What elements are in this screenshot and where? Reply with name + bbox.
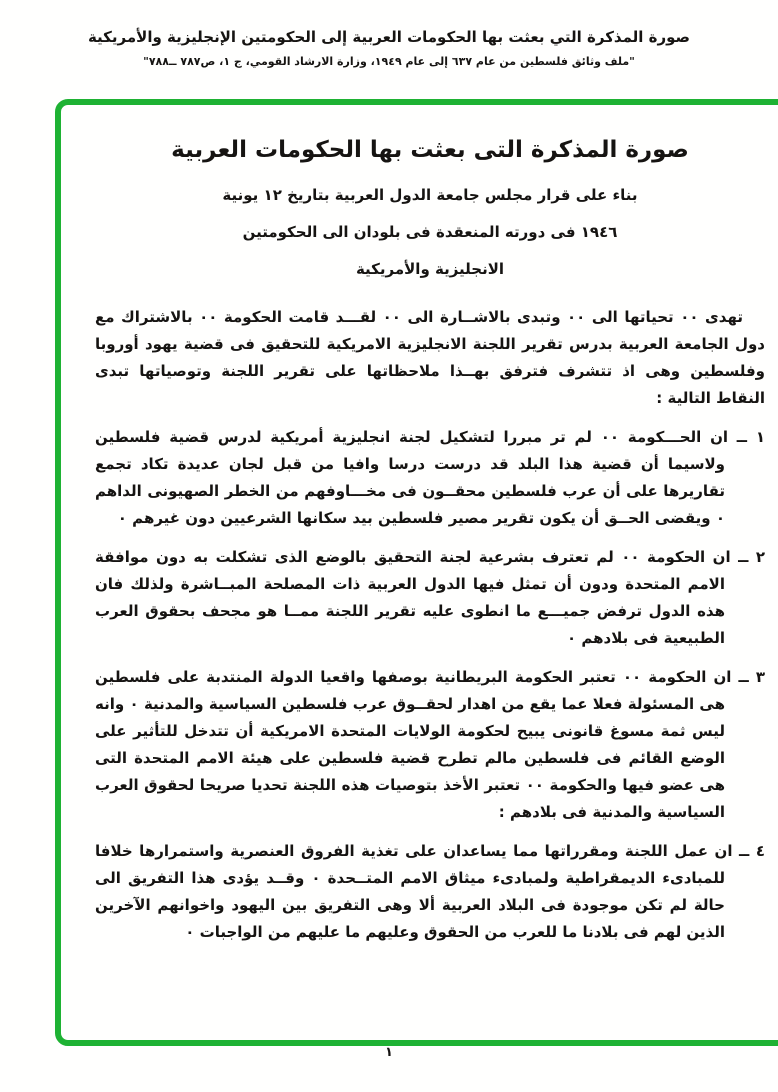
subtitle-line: بناء على قرار مجلس جامعة الدول العربية بتاريخ ١٢ يونية — [222, 186, 638, 204]
document-title: صورة المذكرة التى بعثت بها الحكومات العربية — [171, 137, 689, 163]
subtitle-line: الانجليزية والأمريكية — [355, 260, 505, 278]
point-text: ان الحكومة ٠٠ تعتبر الحكومة البريطانية بوصفها واقعيا الدولة المنتدبة على فلسطين هى المسئولة فعلا عما يقع من اهدار لحقــوق عرب فلسطين السياسية والمدنية ٠ وانه ليس ثمة مسوغ قانونى يبيح لحكومة الولايات المتحدة الامريكية أن تتدخل للتأثير على الوضع القائم فى فلسطين مالم تطرح قضية فلسطين على هيئة الامم المتحدة التى هى عضو فيها والحكومة ٠٠ تعتبر الأخذ بتوصيات هذه اللجنة تحديا صريحا لحقوق العرب السياسية والمدنية فى بلادهم : — [95, 668, 732, 821]
point-number: ٤ ــ — [739, 842, 765, 860]
point-text: ان الحـــكومة ٠٠ لم تر مبررا لتشكيل لجنة انجليزية أمريكية لدرس قضية فلسطين ولاسيما أن قضية هذا البلد قد درست درسا وافيا من قبل لجان عديدة تكاد تجمع تقاريرها على أن عرب فلسطين محقــون فى مخـــاوفهم من الخطر الصهيونى الداهم ٠ ويقضى الحــق أن يكون تقرير مصير فلسطين بيد سكانها الشرعيين دون غيرهم ٠ — [95, 428, 729, 527]
point-number: ٣ ــ — [738, 668, 765, 686]
point-item — [95, 838, 765, 946]
opening-paragraph: تهدى ٠٠ تحياتها الى ٠٠ وتبدى بالاشــارة الى ٠٠ لقـــد قامت الحكومة ٠٠ بالاشتراك مع دول الجامعة العربية بدرس تقرير اللجنة الانجليزية الامريكية للتحقيق فى قضية يهود أوروبا وفلسطين وهى اذ تتشرف فترفق بهــذا ملاحظاتها على تقرير اللجنة وتوصياتها تبدى النقاط التالية : — [95, 308, 765, 407]
green-document-frame — [55, 99, 778, 1046]
point-text: ان الحكومة ٠٠ لم تعترف بشرعية لجنة التحقيق بالوضع الذى تشكلت به دون موافقة الامم المتحدة ودون أن تمثل فيها الدول العربية ذات المصلحة المبــاشرة ولذلك فان هذه الدول ترفض جميـــع ما انطوى عليه تقرير اللجنة ممــا هو مجحف بحقوق العرب الطبيعية فى بلادهم ٠ — [95, 548, 731, 647]
document-subtitle — [95, 177, 765, 288]
header-caption: صورة المذكرة التي بعثت بها الحكومات العربية إلى الحكومتين الإنجليزية والأمريكية — [87, 28, 691, 46]
point-text: ان عمل اللجنة ومقرراتها مما يساعدان على تغذية الفروق العنصرية واستمرارها خلافا للمبادىء الديمقراطية ولمبادىء ميثاق الامم المتــحدة ٠ وقــد يؤدى هذا التفريق الى حالة لم تكن موجودة فى البلاد العربية ألا وهى التفريق بين اليهود واخوانهم الآخرين الذين لهم فى بلادنا ما للعرب من الحقوق وعليهم ما عليهم من الواجبات ٠ — [95, 842, 733, 941]
point-number: ٢ ــ — [738, 548, 765, 566]
page-number: ١ — [385, 1045, 393, 1060]
point-number: ١ ــ — [736, 428, 765, 446]
points-list — [95, 424, 765, 946]
subtitle-line: ١٩٤٦ فى دورته المنعقدة فى بلودان الى الحكومتين — [242, 223, 618, 241]
point-item — [95, 544, 765, 652]
header-source-reference: "ملف وثائق فلسطين من عام ٦٣٧ إلى عام ١٩٤٩، وزارة الارشاد القومي، ج ١، ص٧٨٧ ــ٧٨٨" — [143, 55, 635, 68]
point-item — [95, 424, 765, 532]
document-header — [0, 28, 778, 68]
point-item — [95, 664, 765, 826]
